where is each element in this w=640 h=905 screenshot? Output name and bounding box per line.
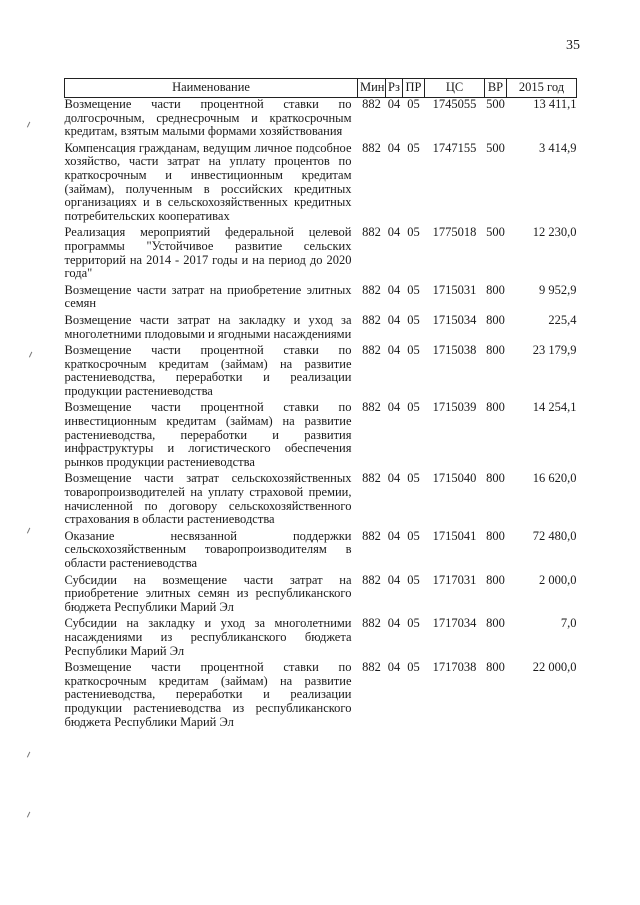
- row-pr: 05: [407, 225, 420, 240]
- table-header-row: [65, 79, 577, 98]
- row-min: 882: [362, 400, 381, 415]
- row-amount: 2 000,0: [539, 572, 577, 587]
- row-rz: 04: [387, 343, 401, 358]
- row-min: 882: [362, 225, 381, 240]
- row-pr: 05: [407, 343, 420, 358]
- margin-mark: [27, 812, 32, 819]
- row-rz: 04: [387, 282, 401, 297]
- row-name: Компенсация гражданам, ведущим личное подсобное хозяйство, части затрат на уплату процентов по краткосрочным и инвестиционным кредитам (займам), полученным в российских кредитных организациях и в сельскохозяйственных кредитных потребительских кооперативах: [64, 140, 352, 223]
- row-cs: 1717038: [432, 660, 477, 675]
- row-vr: 800: [486, 282, 505, 297]
- table-row: [65, 530, 577, 574]
- row-amount: 16 620,0: [532, 471, 577, 486]
- header-year: 2015 год: [507, 79, 577, 98]
- row-amount: 22 000,0: [532, 660, 577, 675]
- row-vr: 800: [486, 616, 505, 631]
- row-name: Возмещение части процентной ставки по долгосрочным, среднесрочным и краткосрочным кредитам, взятым малыми формами хозяйствования: [64, 97, 352, 139]
- row-name: Возмещение части затрат на приобретение элитных семян: [64, 282, 352, 311]
- row-pr: 05: [407, 140, 420, 155]
- row-pr: 05: [407, 400, 420, 415]
- row-cs: 1717031: [432, 572, 477, 587]
- row-vr: 800: [486, 528, 505, 543]
- row-amount: 23 179,9: [532, 343, 577, 358]
- table-row: [65, 401, 577, 472]
- table-row: [65, 314, 577, 344]
- row-cs: 1715039: [432, 400, 477, 415]
- row-pr: 05: [407, 528, 420, 543]
- row-min: 882: [362, 97, 381, 111]
- row-rz: 04: [387, 572, 401, 587]
- header-pr: ПР: [403, 79, 425, 98]
- row-amount: 13 411,1: [533, 97, 577, 111]
- row-pr: 05: [407, 616, 420, 631]
- row-rz: 04: [387, 528, 401, 543]
- row-rz: 04: [387, 140, 401, 155]
- row-min: 882: [362, 140, 381, 155]
- row-cs: 1775018: [432, 225, 477, 240]
- row-name: Субсидии на возмещение части затрат на приобретение элитных семян из республиканского бюджета Республики Марий Эл: [64, 572, 352, 614]
- row-name: Субсидии на закладку и уход за многолетними насаждениями из республиканского бюджета Республики Марий Эл: [64, 616, 352, 658]
- row-name: Возмещение части процентной ставки по инвестиционным кредитам (займам) на развитие растениеводства, переработки и развития инфраструктуры и логистического обеспечения рынков продукции растениеводства: [64, 400, 352, 469]
- row-vr: 800: [486, 400, 505, 415]
- table-row: [65, 226, 577, 283]
- row-name: Возмещение части процентной ставки по краткосрочным кредитам (займам) на развитие растениеводства, переработки и реализации продукции растениеводства из республиканского бюджета Республики Марий Эл: [64, 660, 352, 729]
- header-min: Мин: [358, 79, 386, 98]
- row-amount: 72 480,0: [532, 528, 577, 543]
- row-min: 882: [362, 343, 381, 358]
- row-cs: 1715034: [432, 312, 477, 327]
- table-row: [65, 142, 577, 227]
- row-min: 882: [362, 616, 381, 631]
- row-rz: 04: [387, 616, 401, 631]
- table-row: [65, 98, 577, 142]
- row-vr: 800: [486, 343, 505, 358]
- table-body: [65, 98, 577, 733]
- row-name: Возмещение части затрат на закладку и уход за многолетними плодовыми и ягодными насаждениями: [64, 312, 352, 341]
- row-cs: 1747155: [432, 140, 477, 155]
- header-vr: ВР: [485, 79, 507, 98]
- header-cs: ЦС: [425, 79, 485, 98]
- row-rz: 04: [387, 312, 401, 327]
- row-amount: 9 952,9: [539, 282, 577, 297]
- row-rz: 04: [387, 97, 401, 111]
- table-row: [65, 574, 577, 618]
- row-cs: 1745055: [432, 97, 477, 111]
- table-row: [65, 344, 577, 401]
- row-pr: 05: [407, 97, 420, 111]
- row-pr: 05: [407, 572, 420, 587]
- table-row: [65, 661, 577, 732]
- row-amount: 14 254,1: [532, 400, 577, 415]
- row-name: Реализация мероприятий федеральной целевой программы "Устойчивое развитие сельских территорий на 2014 - 2017 годы и на период до 2020 года": [64, 225, 352, 281]
- row-rz: 04: [387, 225, 401, 240]
- row-rz: 04: [387, 400, 401, 415]
- row-vr: 500: [486, 140, 505, 155]
- table-row: [65, 617, 577, 661]
- row-name: Оказание несвязанной поддержки сельскохозяйственным товаропроизводителям в области растениеводства: [64, 528, 352, 570]
- margin-mark: [27, 122, 32, 129]
- row-vr: 800: [486, 471, 505, 486]
- table-row: [65, 284, 577, 314]
- row-min: 882: [362, 282, 381, 297]
- row-pr: 05: [407, 282, 420, 297]
- row-cs: 1715031: [432, 282, 477, 297]
- row-pr: 05: [407, 660, 420, 675]
- row-amount: 7,0: [560, 616, 577, 631]
- row-amount: 225,4: [548, 312, 577, 327]
- row-amount: 12 230,0: [532, 225, 577, 240]
- row-rz: 04: [387, 660, 401, 675]
- row-amount: 3 414,9: [539, 140, 577, 155]
- table-row: [65, 472, 577, 529]
- row-pr: 05: [407, 312, 420, 327]
- row-vr: 500: [486, 225, 505, 240]
- row-cs: 1715040: [432, 471, 477, 486]
- row-vr: 800: [486, 312, 505, 327]
- row-vr: 800: [486, 660, 505, 675]
- budget-table: [64, 78, 577, 732]
- margin-mark: [27, 528, 32, 535]
- row-min: 882: [362, 528, 381, 543]
- header-rz: Рз: [386, 79, 403, 98]
- page-number: 35: [566, 38, 580, 53]
- row-name: Возмещение части затрат сельскохозяйственных товаропроизводителей на уплату страховой премии, начисленной по договору сельскохозяйственного страхования в области растениеводства: [64, 471, 352, 527]
- row-pr: 05: [407, 471, 420, 486]
- row-min: 882: [362, 660, 381, 675]
- row-vr: 500: [486, 97, 505, 111]
- row-cs: 1717034: [432, 616, 477, 631]
- row-name: Возмещение части процентной ставки по краткосрочным кредитам (займам) на развитие растениеводства, переработки и реализации продукции растениеводства: [64, 343, 352, 398]
- header-name: Наименование: [65, 79, 358, 98]
- row-vr: 800: [486, 572, 505, 587]
- margin-mark: [29, 352, 34, 359]
- row-min: 882: [362, 572, 381, 587]
- row-min: 882: [362, 471, 381, 486]
- row-rz: 04: [387, 471, 401, 486]
- row-cs: 1715038: [432, 343, 477, 358]
- row-cs: 1715041: [432, 528, 477, 543]
- margin-mark: [27, 752, 32, 759]
- row-min: 882: [362, 312, 381, 327]
